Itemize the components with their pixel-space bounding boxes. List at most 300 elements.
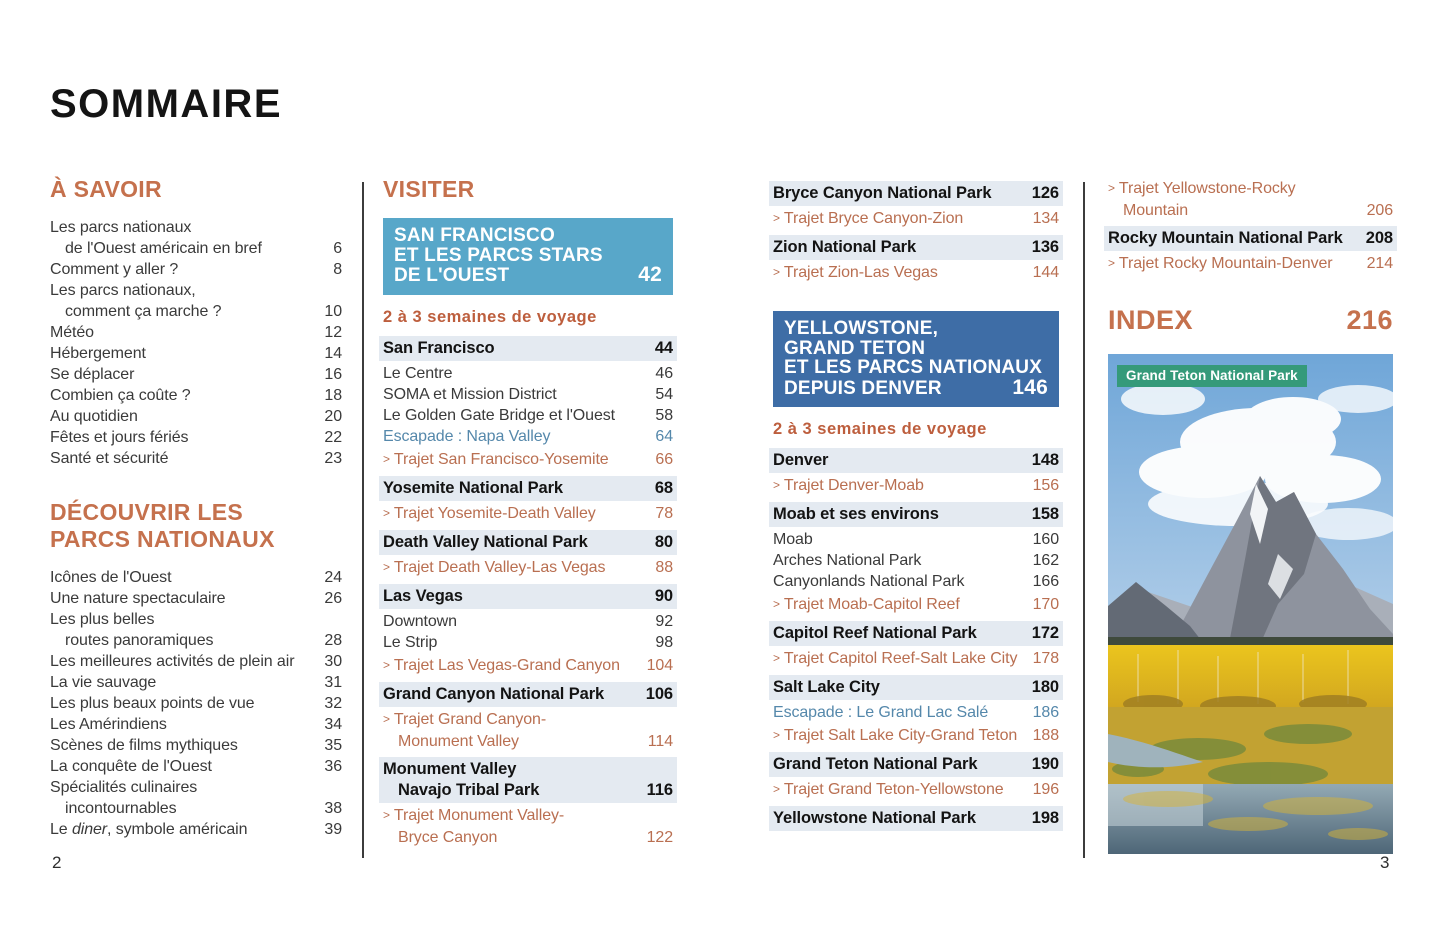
chapter-banner-text: DE L'OUEST [394, 265, 510, 286]
right-page-number: 3 [1380, 853, 1390, 872]
toc-entry [50, 448, 342, 469]
toc-entry-line [50, 693, 342, 714]
toc-entry-page-number: 126 [1031, 184, 1059, 202]
toc-entry-page-number: 39 [324, 821, 342, 838]
toc-entry-label: Au quotidien [50, 408, 138, 425]
toc-entry-page-number: 36 [324, 758, 342, 775]
toc-entry-page-number: 158 [1031, 505, 1059, 523]
toc-entry-label: Bryce Canyon [398, 828, 498, 846]
toc-entry-line [1108, 200, 1393, 221]
toc-entry-page-number: 24 [324, 569, 342, 586]
toc-entry [769, 752, 1063, 777]
toc-entry-group [383, 336, 673, 848]
toc-entry-line [50, 322, 342, 343]
trajet-arrow-icon: > [773, 782, 780, 796]
toc-entry-label: Hébergement [50, 345, 146, 362]
toc-entry-line [773, 208, 1059, 230]
toc-entry-label: Yosemite National Park [383, 478, 563, 497]
toc-entry-line [383, 805, 673, 827]
toc-entry-line [773, 550, 1059, 571]
toc-entry-page-number: 166 [1032, 573, 1059, 590]
toc-entry-label: incontournables [65, 800, 177, 817]
toc-entry [50, 364, 342, 385]
toc-entry-label: Moab et ses environs [773, 505, 939, 523]
trajet-arrow-icon: > [773, 651, 780, 665]
trip-duration-subheading: 2 à 3 semaines de voyage [383, 307, 597, 326]
toc-entry-label: Icônes de l'Ouest [50, 569, 172, 586]
toc-entry-label: > Trajet Las Vegas-Grand Canyon [383, 656, 620, 674]
toc-entry [383, 709, 673, 752]
toc-entry-label: Escapade : Napa Valley [383, 427, 551, 445]
toc-entry-page-number: 134 [1032, 210, 1059, 227]
chapter-banner-line [394, 265, 662, 286]
toc-entry-label: Denver [773, 451, 829, 469]
toc-entry-line [383, 449, 673, 471]
toc-entry-page-number: 116 [646, 780, 673, 799]
toc-entry [50, 609, 342, 651]
toc-entry-group [50, 217, 342, 469]
toc-entry-line [50, 735, 342, 756]
toc-entry-line [383, 426, 673, 447]
toc-entry-line [50, 714, 342, 735]
toc-entry-label: Les plus beaux points de vue [50, 695, 255, 712]
toc-entry-line [50, 259, 342, 280]
toc-entry [383, 503, 673, 525]
trajet-arrow-icon: > [773, 211, 780, 225]
toc-entry-page-number: 18 [324, 387, 342, 404]
toc-entry-page-number: 64 [655, 427, 673, 445]
toc-entry-label: Comment y aller ? [50, 261, 179, 278]
toc-entry-line [50, 343, 342, 364]
toc-entry [773, 262, 1059, 284]
toc-entry-line [50, 427, 342, 448]
toc-entry-label: Le Centre [383, 364, 453, 382]
toc-entry [379, 682, 677, 707]
trajet-arrow-icon: > [383, 559, 390, 574]
toc-entry-label: Grand Canyon National Park [383, 684, 605, 703]
toc-entry [50, 693, 342, 714]
toc-entry-page-number: 198 [1031, 809, 1059, 827]
toc-entry-label: > Trajet Capitol Reef-Salt Lake City [773, 650, 1018, 667]
trajet-arrow-icon: > [773, 478, 780, 492]
toc-entry [383, 363, 673, 384]
trip-duration-subheading: 2 à 3 semaines de voyage [773, 420, 987, 438]
toc-entry-label: > Trajet Rocky Mountain-Denver [1108, 255, 1333, 272]
toc-entry [383, 632, 673, 653]
toc-entry-page-number: 208 [1365, 229, 1393, 247]
toc-entry-label: > Trajet Yellowstone-Rocky [1108, 180, 1296, 197]
toc-entry-line [50, 756, 342, 777]
toc-entry [50, 672, 342, 693]
toc-entry-line [773, 779, 1059, 801]
chapter-banner-line [784, 319, 1048, 339]
section-heading-line: DÉCOUVRIR LES [50, 499, 244, 525]
toc-entry-label: Le Golden Gate Bridge et l'Ouest [383, 406, 615, 424]
toc-entry-page-number: 106 [645, 684, 673, 703]
toc-entry [769, 502, 1063, 527]
section-heading [383, 176, 673, 203]
toc-entry-page-number: 90 [654, 586, 673, 605]
toc-entry-label: Une nature spectaculaire [50, 590, 226, 607]
toc-entry-line [50, 651, 342, 672]
toc-entry [769, 621, 1063, 646]
toc-entry-page-number: 92 [655, 612, 673, 630]
toc-entry-page-number: 206 [1366, 202, 1393, 219]
toc-entry-line [773, 571, 1059, 592]
toc-entry-page-number: 178 [1032, 650, 1059, 667]
toc-entry [50, 735, 342, 756]
column-divider [362, 182, 364, 858]
chapter-banner-text: DEPUIS DENVER [784, 377, 942, 399]
toc-entry [1108, 253, 1393, 275]
toc-entry-line [1108, 178, 1393, 200]
toc-entry-page-number: 104 [646, 656, 673, 674]
toc-entry-label: Les parcs nationaux, [50, 282, 196, 299]
toc-column-2 [383, 176, 673, 850]
toc-entry [379, 757, 677, 803]
toc-entry-page-number: 58 [655, 406, 673, 424]
toc-entry-label: Death Valley National Park [383, 532, 588, 551]
toc-entry-line [383, 363, 673, 384]
chapter-banner-text: YELLOWSTONE, [784, 318, 939, 339]
toc-entry-page-number: 10 [324, 303, 342, 320]
toc-entry-line [50, 385, 342, 406]
toc-entry-line [383, 632, 673, 653]
toc-entry-label: Santé et sécurité [50, 450, 169, 467]
section-heading [50, 499, 342, 553]
toc-entry-label: > Trajet Grand Canyon- [383, 710, 547, 728]
chapter-banner-text: SAN FRANCISCO [394, 225, 555, 246]
toc-entry [50, 588, 342, 609]
toc-entry [379, 530, 677, 555]
toc-entry-page-number: 26 [324, 590, 342, 607]
toc-entry-page-number: 80 [654, 532, 673, 551]
toc-entry [50, 280, 342, 322]
toc-entry-line [50, 301, 342, 322]
toc-entry-line [50, 588, 342, 609]
toc-entry [773, 594, 1059, 616]
toc-entry-label: Canyonlands National Park [773, 573, 965, 590]
toc-entry-line [50, 777, 342, 798]
toc-entry-label: > Trajet Yosemite-Death Valley [383, 504, 596, 522]
toc-entry-line [773, 504, 1059, 525]
toc-entry-page-number: 30 [324, 653, 342, 670]
toc-entry-page-number: 6 [333, 240, 342, 257]
toc-entry-line [50, 280, 342, 301]
toc-entry-line [50, 448, 342, 469]
toc-entry [383, 655, 673, 677]
toc-entry-label: Yellowstone National Park [773, 809, 976, 827]
toc-entry-line [50, 217, 342, 238]
toc-entry-line [383, 655, 673, 677]
left-page-number: 2 [52, 853, 62, 872]
toc-entry-group [773, 181, 1059, 284]
trajet-arrow-icon: > [383, 505, 390, 520]
toc-entry-page-number: 54 [655, 385, 673, 403]
toc-entry-page-number: 23 [324, 450, 342, 467]
toc-entry-page-number: 16 [324, 366, 342, 383]
toc-entry-page-number: 31 [324, 674, 342, 691]
toc-entry-line [383, 611, 673, 632]
toc-entry-label: > Trajet Zion-Las Vegas [773, 264, 938, 281]
chapter-banner-page-number: 146 [1012, 375, 1048, 399]
toc-entry-page-number: 28 [324, 632, 342, 649]
chapter-banner-line [784, 375, 1048, 399]
toc-entry-page-number: 38 [324, 800, 342, 817]
toc-entry-page-number: 186 [1032, 704, 1059, 721]
toc-entry-label: Escapade : Le Grand Lac Salé [773, 704, 989, 721]
section-heading-line: À SAVOIR [50, 176, 162, 202]
toc-entry-label: Las Vegas [383, 586, 463, 605]
toc-entry-page-number: 122 [646, 828, 673, 846]
toc-entry-line [773, 529, 1059, 550]
toc-entry-line [383, 338, 673, 359]
chapter-banner-text: GRAND TETON [784, 337, 926, 359]
toc-entry-label: comment ça marche ? [65, 303, 222, 320]
toc-entry-label: > Trajet San Francisco-Yosemite [383, 450, 609, 468]
toc-entry-line [1108, 228, 1393, 249]
trajet-arrow-icon: > [383, 807, 390, 822]
chapter-banner-line [784, 358, 1048, 378]
toc-entry-line [50, 819, 342, 840]
toc-entry [50, 406, 342, 427]
toc-entry [773, 550, 1059, 571]
toc-entry [769, 448, 1063, 473]
toc-entry [50, 427, 342, 448]
toc-entry [383, 611, 673, 632]
toc-entry [379, 336, 677, 361]
toc-entry-line [383, 780, 673, 801]
trajet-arrow-icon: > [383, 451, 390, 466]
toc-entry-label: > Trajet Moab-Capitol Reef [773, 596, 960, 613]
toc-entry [773, 725, 1059, 747]
toc-entry-label: Le diner, symbole américain [50, 821, 248, 838]
grand-teton-photo [1108, 354, 1393, 854]
section-heading [50, 176, 342, 203]
trajet-arrow-icon: > [773, 728, 780, 742]
toc-entry-label: Arches National Park [773, 552, 922, 569]
toc-entry-page-number: 66 [655, 450, 673, 468]
toc-entry-line [383, 586, 673, 607]
toc-entry-line [383, 532, 673, 553]
toc-entry-line [773, 475, 1059, 497]
toc-entry-label: Capitol Reef National Park [773, 624, 977, 642]
toc-entry-page-number: 190 [1031, 755, 1059, 773]
toc-entry-page-number: 162 [1032, 552, 1059, 569]
chapter-banner-text: ET LES PARCS STARS [394, 244, 603, 266]
toc-entry-page-number: 22 [324, 429, 342, 446]
photo-caption-badge: Grand Teton National Park [1117, 365, 1307, 387]
toc-entry-line [773, 183, 1059, 204]
toc-entry-label: Navajo Tribal Park [398, 780, 540, 799]
toc-entry-label: > Trajet Bryce Canyon-Zion [773, 210, 964, 227]
toc-entry-page-number: 144 [1032, 264, 1059, 281]
toc-entry-page-number: 180 [1031, 678, 1059, 696]
toc-entry-line [383, 503, 673, 525]
toc-entry-label: > Trajet Denver-Moab [773, 477, 924, 494]
toc-entry-line [773, 262, 1059, 284]
section-heading-line: PARCS NATIONAUX [50, 526, 275, 552]
toc-entry-page-number: 148 [1031, 451, 1059, 469]
toc-entry [773, 208, 1059, 230]
toc-entry [50, 651, 342, 672]
toc-entry-line [773, 754, 1059, 775]
toc-entry-line [773, 594, 1059, 616]
toc-entry-line [383, 557, 673, 579]
toc-entry-page-number: 136 [1031, 238, 1059, 256]
toc-column-3 [773, 176, 1059, 833]
toc-entry [50, 259, 342, 280]
toc-entry [773, 529, 1059, 550]
toc-entry-line [773, 648, 1059, 670]
toc-entry-page-number: 98 [655, 633, 673, 651]
toc-entry-line [50, 609, 342, 630]
toc-entry [50, 385, 342, 406]
chapter-banner [383, 218, 673, 295]
toc-entry-label: Scènes de films mythiques [50, 737, 238, 754]
toc-entry-label: > Trajet Salt Lake City-Grand Teton [773, 727, 1018, 744]
toc-entry-line [383, 384, 673, 405]
toc-entry-label: Downtown [383, 612, 457, 630]
trajet-arrow-icon: > [773, 597, 780, 611]
toc-entry-line [773, 808, 1059, 829]
toc-entry-page-number: 170 [1032, 596, 1059, 613]
toc-entry-group [1108, 178, 1393, 275]
toc-entry [379, 476, 677, 501]
toc-entry-line [50, 567, 342, 588]
toc-entry [50, 343, 342, 364]
index-heading [1108, 305, 1393, 336]
toc-entry-line [383, 709, 673, 731]
toc-entry-label: Les parcs nationaux [50, 219, 192, 236]
toc-entry [379, 584, 677, 609]
toc-entry-line [50, 630, 342, 651]
toc-entry-line [1108, 253, 1393, 275]
toc-entry-label: SOMA et Mission District [383, 385, 557, 403]
section-heading-line: VISITER [383, 176, 475, 202]
toc-entry-label: Le Strip [383, 633, 438, 651]
toc-entry-label: Monument Valley [398, 732, 519, 750]
toc-entry-label: Se déplacer [50, 366, 135, 383]
trajet-arrow-icon: > [383, 711, 390, 726]
toc-entry [383, 426, 673, 447]
toc-entry [769, 675, 1063, 700]
toc-entry-page-number: 78 [655, 504, 673, 522]
toc-entry-page-number: 172 [1031, 624, 1059, 642]
toc-column-1 [50, 176, 342, 840]
toc-entry-page-number: 156 [1032, 477, 1059, 494]
toc-entry-label: routes panoramiques [65, 632, 214, 649]
toc-entry-line [50, 672, 342, 693]
toc-entry-line [383, 827, 673, 848]
toc-entry [50, 567, 342, 588]
toc-entry-label: La vie sauvage [50, 674, 157, 691]
toc-entry-page-number: 32 [324, 695, 342, 712]
toc-entry-line [383, 759, 673, 780]
trajet-arrow-icon: > [1108, 256, 1115, 270]
toc-entry-label: > Trajet Grand Teton-Yellowstone [773, 781, 1004, 798]
toc-entry-line [773, 677, 1059, 698]
toc-entry [769, 806, 1063, 831]
column-divider [1083, 182, 1085, 858]
toc-entry-label: Météo [50, 324, 94, 341]
toc-entry-line [383, 684, 673, 705]
toc-entry [50, 322, 342, 343]
page-title: SOMMAIRE [50, 82, 282, 126]
toc-entry [769, 235, 1063, 260]
toc-entry [383, 557, 673, 579]
toc-entry-label: Bryce Canyon National Park [773, 184, 992, 202]
toc-entry-label: Grand Teton National Park [773, 755, 978, 773]
toc-entry [773, 702, 1059, 723]
toc-entry [50, 819, 342, 840]
toc-entry-group [773, 448, 1059, 831]
toc-entry-line [773, 702, 1059, 723]
index-label: INDEX [1108, 305, 1194, 335]
spacer [773, 286, 1059, 296]
toc-entry [50, 714, 342, 735]
toc-entry-label: San Francisco [383, 338, 495, 357]
toc-entry-page-number: 46 [655, 364, 673, 382]
toc-entry-page-number: 214 [1366, 255, 1393, 272]
toc-entry-page-number: 34 [324, 716, 342, 733]
toc-entry [383, 384, 673, 405]
toc-entry-label: Rocky Mountain National Park [1108, 229, 1343, 247]
chapter-banner-line [394, 246, 662, 266]
toc-entry-label: La conquête de l'Ouest [50, 758, 212, 775]
toc-entry-page-number: 44 [654, 338, 673, 357]
toc-entry-page-number: 12 [324, 324, 342, 341]
toc-entry-line [383, 478, 673, 499]
toc-entry-label: Mountain [1123, 202, 1189, 219]
toc-entry-label: Les Amérindiens [50, 716, 167, 733]
toc-entry [773, 571, 1059, 592]
toc-entry [773, 475, 1059, 497]
toc-entry [383, 805, 673, 848]
toc-entry-page-number: 35 [324, 737, 342, 754]
chapter-banner-line [784, 339, 1048, 359]
toc-entry-label: Spécialités culinaires [50, 779, 198, 796]
toc-entry [50, 777, 342, 819]
toc-entry-group [50, 567, 342, 840]
trajet-arrow-icon: > [1108, 181, 1115, 195]
toc-entry-page-number: 196 [1032, 781, 1059, 798]
toc-entry-label: Zion National Park [773, 238, 917, 256]
toc-entry [50, 756, 342, 777]
toc-entry [1104, 226, 1397, 251]
chapter-banner-text: ET LES PARCS NATIONAUX [784, 357, 1043, 378]
toc-entry-page-number: 68 [654, 478, 673, 497]
toc-entry [383, 449, 673, 471]
toc-entry-label: Fêtes et jours fériés [50, 429, 189, 446]
toc-entry-label: > Trajet Death Valley-Las Vegas [383, 558, 606, 576]
toc-entry [773, 779, 1059, 801]
chapter-banner-line [394, 226, 662, 246]
toc-entry-page-number: 14 [324, 345, 342, 362]
chapter-banner-page-number: 42 [638, 263, 662, 286]
toc-entry-line [773, 237, 1059, 258]
toc-entry-page-number: 160 [1032, 531, 1059, 548]
toc-entry [1108, 178, 1393, 221]
chapter-banner [773, 311, 1059, 407]
toc-entry-label: Les plus belles [50, 611, 155, 628]
toc-entry-line [383, 405, 673, 426]
toc-entry-line [50, 364, 342, 385]
toc-entry-page-number: 188 [1032, 727, 1059, 744]
toc-entry-page-number: 8 [333, 261, 342, 278]
toc-entry-line [773, 725, 1059, 747]
toc-entry-label: Monument Valley [383, 759, 517, 778]
